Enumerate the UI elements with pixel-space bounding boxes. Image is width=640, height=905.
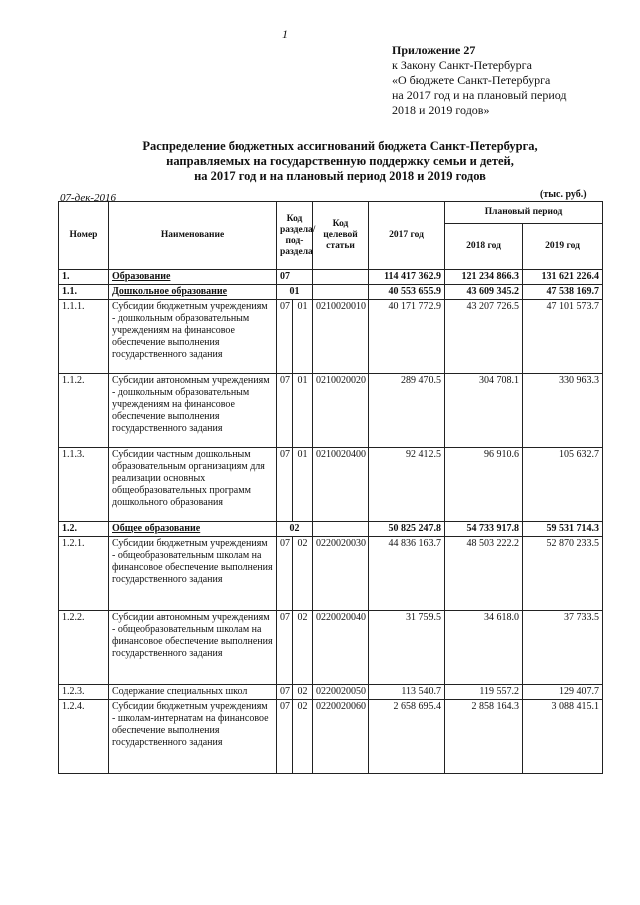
row-subsection: 01 bbox=[293, 448, 313, 522]
table-row bbox=[59, 685, 603, 700]
row-value-2019: 330 963.3 bbox=[523, 374, 603, 448]
header-number: Номер bbox=[59, 202, 109, 270]
row-name: Субсидии бюджетным учреждениям - школам-интернатам на финансовое обеспечение выполнения государственного задания bbox=[109, 700, 277, 774]
row-section: 07 bbox=[277, 537, 293, 611]
row-value-2018: 34 618.0 bbox=[445, 611, 523, 685]
row-value-2019: 129 407.7 bbox=[523, 685, 603, 700]
row-target-code: 0210020020 bbox=[313, 374, 369, 448]
row-target-code: 0220020040 bbox=[313, 611, 369, 685]
row-target-code: 0220020060 bbox=[313, 700, 369, 774]
row-value-2019: 59 531 714.3 bbox=[523, 522, 603, 537]
row-value-2017: 50 825 247.8 bbox=[369, 522, 445, 537]
row-number: 1.2.4. bbox=[59, 700, 109, 774]
title-line: направляемых на государственную поддержку семьи и детей, bbox=[166, 154, 514, 168]
table-row bbox=[59, 522, 603, 537]
budget-table bbox=[58, 201, 603, 774]
table-row bbox=[59, 285, 603, 300]
row-target-code bbox=[313, 270, 369, 285]
header-name: Наименование bbox=[109, 202, 277, 270]
table-row bbox=[59, 374, 603, 448]
row-subsection: 02 bbox=[293, 611, 313, 685]
table-row bbox=[59, 448, 603, 522]
row-target-code: 0220020050 bbox=[313, 685, 369, 700]
row-value-2019: 47 538 169.7 bbox=[523, 285, 603, 300]
row-subsection: 01 bbox=[277, 285, 313, 300]
row-section: 07 bbox=[277, 685, 293, 700]
header-2018: 2018 год bbox=[445, 224, 523, 270]
row-name: Субсидии бюджетным учреждениям - дошкольным образовательным учреждениям на финансовое обеспечение выполнения государственного задания bbox=[109, 300, 277, 374]
header-plan-period: Плановый период bbox=[445, 202, 603, 224]
row-value-2017: 31 759.5 bbox=[369, 611, 445, 685]
row-value-2018: 43 609 345.2 bbox=[445, 285, 523, 300]
row-number: 1.2.1. bbox=[59, 537, 109, 611]
row-value-2017: 40 171 772.9 bbox=[369, 300, 445, 374]
row-value-2018: 54 733 917.8 bbox=[445, 522, 523, 537]
row-name: Субсидии бюджетным учреждениям - общеобразовательным школам на финансовое обеспечение выполнения государственного задания bbox=[109, 537, 277, 611]
document-title bbox=[80, 139, 600, 184]
row-subsection: 02 bbox=[293, 685, 313, 700]
row-number: 1.2.2. bbox=[59, 611, 109, 685]
row-section: 07 bbox=[277, 448, 293, 522]
row-value-2017: 114 417 362.9 bbox=[369, 270, 445, 285]
table-row bbox=[59, 300, 603, 374]
units-label: (тыс. руб.) bbox=[540, 189, 587, 200]
appendix-title: Приложение 27 bbox=[392, 43, 476, 57]
row-target-code: 0220020030 bbox=[313, 537, 369, 611]
row-subsection: 02 bbox=[277, 522, 313, 537]
row-value-2018: 121 234 866.3 bbox=[445, 270, 523, 285]
page-number: 1 bbox=[282, 27, 288, 41]
row-number: 1.1.2. bbox=[59, 374, 109, 448]
appendix-header bbox=[392, 43, 567, 118]
row-value-2017: 2 658 695.4 bbox=[369, 700, 445, 774]
appendix-line: «О бюджете Санкт-Петербурга bbox=[392, 73, 551, 87]
row-value-2017: 44 836 163.7 bbox=[369, 537, 445, 611]
row-name: Субсидии автономным учреждениям - дошкольным образовательным учреждениям на финансовое обеспечение выполнения государственного задания bbox=[109, 374, 277, 448]
row-value-2019: 37 733.5 bbox=[523, 611, 603, 685]
row-value-2018: 96 910.6 bbox=[445, 448, 523, 522]
row-value-2017: 92 412.5 bbox=[369, 448, 445, 522]
row-value-2018: 48 503 222.2 bbox=[445, 537, 523, 611]
row-value-2018: 304 708.1 bbox=[445, 374, 523, 448]
row-subsection: 02 bbox=[293, 700, 313, 774]
row-target-code: 0210020400 bbox=[313, 448, 369, 522]
appendix-line: к Закону Санкт-Петербурга bbox=[392, 58, 532, 72]
table-row bbox=[59, 700, 603, 774]
row-name: Субсидии автономным учреждениям - общеобразовательным школам на финансовое обеспечение выполнения государственного задания bbox=[109, 611, 277, 685]
row-number: 1.2.3. bbox=[59, 685, 109, 700]
appendix-line: 2018 и 2019 годов» bbox=[392, 103, 490, 117]
row-section: 07 bbox=[277, 270, 313, 285]
table-row bbox=[59, 537, 603, 611]
row-number: 1.2. bbox=[59, 522, 109, 537]
row-value-2017: 40 553 655.9 bbox=[369, 285, 445, 300]
row-section: 07 bbox=[277, 611, 293, 685]
row-number: 1.1.3. bbox=[59, 448, 109, 522]
header-2019: 2019 год bbox=[523, 224, 603, 270]
row-target-code: 0210020010 bbox=[313, 300, 369, 374]
row-value-2019: 105 632.7 bbox=[523, 448, 603, 522]
row-target-code bbox=[313, 522, 369, 537]
row-subsection: 01 bbox=[293, 374, 313, 448]
title-line: на 2017 год и на плановый период 2018 и 2019 годов bbox=[194, 169, 486, 183]
header-target-code: Код целевой статьи bbox=[313, 202, 369, 270]
appendix-line: на 2017 год и на плановый период bbox=[392, 88, 567, 102]
row-name: Образование bbox=[109, 270, 277, 285]
row-value-2018: 43 207 726.5 bbox=[445, 300, 523, 374]
row-name: Дошкольное образование bbox=[109, 285, 277, 300]
row-value-2018: 2 858 164.3 bbox=[445, 700, 523, 774]
title-line: Распределение бюджетных ассигнований бюджета Санкт-Петербурга, bbox=[142, 139, 538, 153]
row-number: 1.1. bbox=[59, 285, 109, 300]
row-name: Субсидии частным дошкольным образовательным организациям для реализации основных общеобразовательных программ дошкольного образования bbox=[109, 448, 277, 522]
row-value-2019: 3 088 415.1 bbox=[523, 700, 603, 774]
header-2017: 2017 год bbox=[369, 202, 445, 270]
row-section: 07 bbox=[277, 700, 293, 774]
header-section-code: Код раздела/ под-раздела bbox=[277, 202, 313, 270]
row-value-2018: 119 557.2 bbox=[445, 685, 523, 700]
row-section: 07 bbox=[277, 300, 293, 374]
table-row bbox=[59, 611, 603, 685]
row-value-2019: 47 101 573.7 bbox=[523, 300, 603, 374]
row-value-2017: 289 470.5 bbox=[369, 374, 445, 448]
row-target-code bbox=[313, 285, 369, 300]
row-number: 1.1.1. bbox=[59, 300, 109, 374]
row-subsection: 02 bbox=[293, 537, 313, 611]
row-name: Содержание специальных школ bbox=[109, 685, 277, 700]
row-subsection: 01 bbox=[293, 300, 313, 374]
row-value-2019: 131 621 226.4 bbox=[523, 270, 603, 285]
document-date: 07-дек-2016 bbox=[60, 192, 117, 204]
row-name: Общее образование bbox=[109, 522, 277, 537]
row-value-2017: 113 540.7 bbox=[369, 685, 445, 700]
row-number: 1. bbox=[59, 270, 109, 285]
table-row bbox=[59, 270, 603, 285]
row-section: 07 bbox=[277, 374, 293, 448]
row-value-2019: 52 870 233.5 bbox=[523, 537, 603, 611]
